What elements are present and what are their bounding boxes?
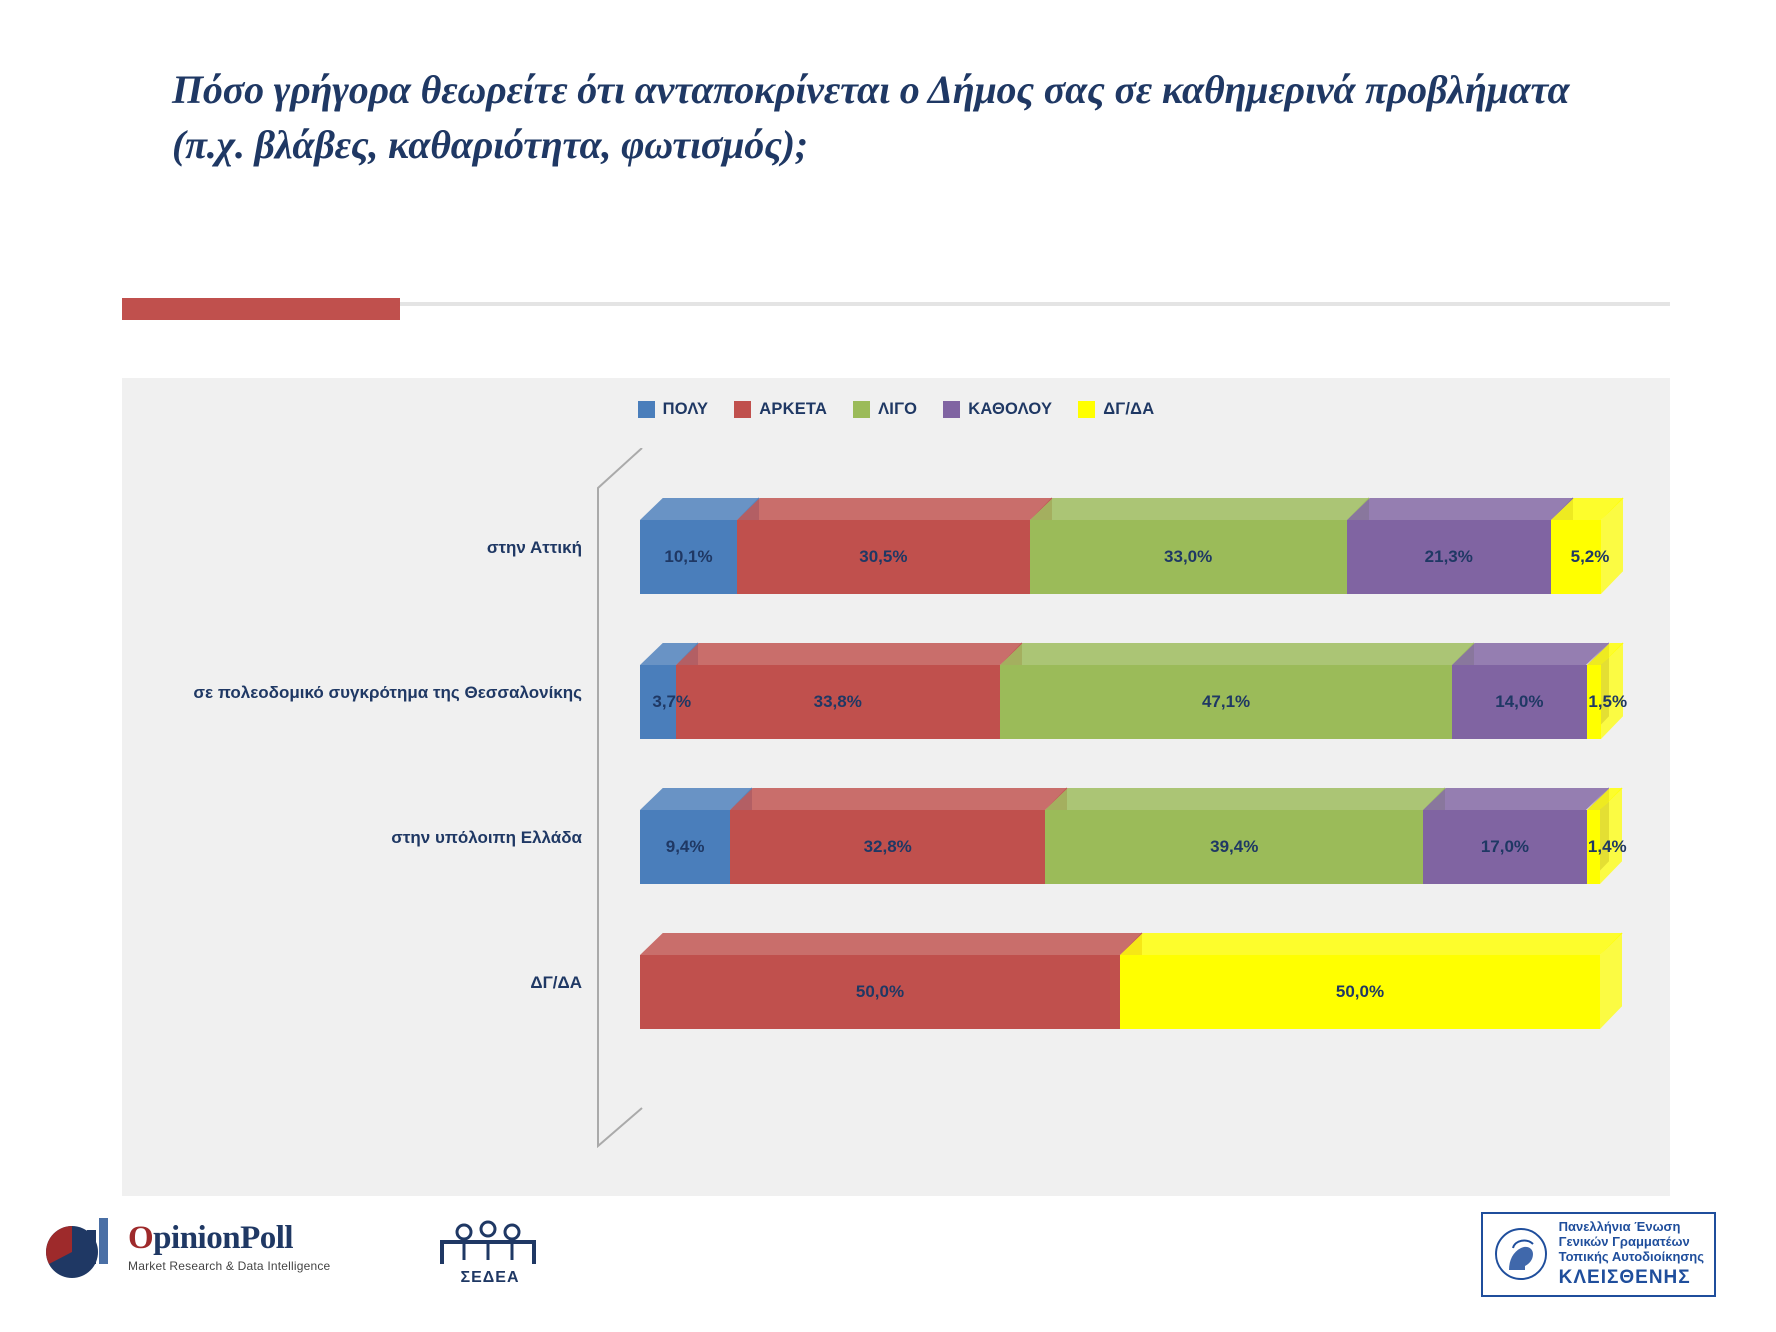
opinionpoll-logo [40, 1210, 330, 1282]
legend-label-arketa: ΑΡΚΕΤΑ [759, 400, 828, 418]
bar-segment-top [1452, 643, 1609, 665]
bar-track [640, 498, 1610, 598]
opinionpoll-name-rest: pinionPoll [153, 1219, 294, 1256]
bar-segment[interactable] [640, 665, 676, 739]
category-label: στην Αττική [486, 537, 582, 557]
kleisthenis-name: ΚΛΕΙΣΘΕΝΗΣ [1558, 1266, 1691, 1288]
bar-segment[interactable] [1587, 665, 1601, 739]
chart-legend [122, 400, 1670, 419]
bar-segment[interactable] [1120, 955, 1600, 1029]
bar-value-label: 1,5% [1588, 692, 1628, 711]
bar-segment[interactable] [640, 955, 1120, 1029]
legend-item-arketa[interactable] [734, 400, 827, 419]
bar-track [640, 933, 1600, 1033]
chart-row [122, 643, 1670, 743]
chart-panel [122, 378, 1670, 1196]
divider-accent [122, 298, 400, 320]
kleisthenis-line-1: Πανελλήνια Ένωση [1558, 1219, 1681, 1234]
opinionpoll-tagline: Market Research & Data Intelligence [128, 1258, 331, 1273]
bar-segment-top [1120, 933, 1623, 955]
kleisthenis-text [1559, 1220, 1704, 1289]
category-label: ΔΓ/ΔΑ [530, 972, 582, 992]
kleisthenis-head-icon [1493, 1226, 1549, 1282]
bar-segment[interactable] [1030, 520, 1347, 594]
bar-segment-top [737, 498, 1053, 520]
legend-item-poly[interactable] [638, 400, 709, 419]
sedea-label: ΣΕΔΕΑ [460, 1269, 520, 1286]
bar-segment-top [1347, 498, 1574, 520]
kleisthenis-logo [1481, 1212, 1716, 1297]
opinionpoll-wordmark [128, 1220, 330, 1257]
bar-segment-top [676, 643, 1023, 665]
chart-row [122, 788, 1670, 888]
legend-swatch-katholou [943, 401, 960, 418]
bar-value-label: 10,1% [664, 547, 713, 566]
bar-segment-top [1000, 643, 1475, 665]
kleisthenis-line-2: Γενικών Γραμματέων [1558, 1233, 1690, 1249]
bar-value-label: 50,0% [855, 982, 905, 1001]
legend-swatch-ligo [853, 401, 870, 418]
legend-swatch-poly [638, 401, 655, 418]
bar-value-label: 39,4% [1210, 837, 1259, 856]
bar-segment[interactable] [730, 810, 1045, 884]
bar-segment[interactable] [1000, 665, 1452, 739]
bar-segment[interactable] [1045, 810, 1423, 884]
category-label: στην υπόλοιπη Ελλάδα [391, 827, 582, 847]
opinionpoll-name-first: O [128, 1219, 154, 1256]
legend-swatch-dgda [1078, 401, 1095, 418]
bar-segment-top [1045, 788, 1446, 810]
bar-value-label: 5,2% [1570, 547, 1610, 566]
opinionpoll-mark-icon [40, 1210, 118, 1282]
page-title: Πόσο γρήγορα θεωρείτε ότι ανταποκρίνεται ο Δήμος σας σε καθημερινά προβλήματα (π.χ. βλάβες, καθαριότητα, φωτισμός); [172, 67, 1570, 168]
chart-row [122, 933, 1670, 1033]
legend-label-ligo: ΛΙΓΟ [878, 400, 918, 418]
legend-label-katholou: ΚΑΘΟΛΟΥ [968, 400, 1053, 418]
bar-track [640, 643, 1628, 743]
bar-segment[interactable] [1423, 810, 1586, 884]
bar-segment[interactable] [1587, 810, 1600, 884]
bar-value-label: 50,0% [1335, 982, 1385, 1001]
legend-swatch-arketa [734, 401, 751, 418]
bar-value-label: 9,4% [665, 837, 705, 856]
footer [0, 1200, 1776, 1332]
legend-item-dgda[interactable] [1078, 400, 1154, 419]
legend-item-ligo[interactable] [853, 400, 917, 419]
bar-value-label: 3,7% [652, 692, 692, 711]
sedea-logo [430, 1220, 550, 1287]
bar-segment[interactable] [1347, 520, 1551, 594]
sedea-mark-icon [430, 1220, 550, 1268]
plot-area [122, 438, 1670, 1196]
bar-segment-top [640, 933, 1143, 955]
bar-segment[interactable] [640, 810, 730, 884]
bar-value-label: 32,8% [863, 837, 912, 856]
bar-value-label: 17,0% [1480, 837, 1530, 856]
bar-segment[interactable] [640, 520, 737, 594]
bar-segment-top [1423, 788, 1609, 810]
chart-row [122, 498, 1670, 598]
legend-label-dgda: ΔΓ/ΔΑ [1103, 400, 1155, 418]
legend-item-katholou[interactable] [943, 400, 1052, 419]
bar-value-label: 47,1% [1201, 692, 1251, 711]
bar-value-label: 33,0% [1164, 547, 1213, 566]
legend-label-poly: ΠΟΛΥ [662, 400, 709, 418]
bar-value-label: 1,4% [1587, 837, 1627, 856]
category-label: σε πολεοδομικό συγκρότημα της Θεσσαλονίκης [193, 682, 582, 702]
bar-value-label: 14,0% [1495, 692, 1544, 711]
bar-segment-top [730, 788, 1068, 810]
bar-value-label: 33,8% [813, 692, 862, 711]
bar-segment[interactable] [737, 520, 1030, 594]
bar-rows [122, 438, 1670, 1196]
bar-segment[interactable] [1452, 665, 1586, 739]
bar-value-label: 30,5% [859, 547, 908, 566]
kleisthenis-line-3: Τοπικής Αυτοδιοίκησης [1558, 1248, 1704, 1264]
bar-track [640, 788, 1627, 888]
bar-value-label: 21,3% [1424, 547, 1473, 566]
bar-segment[interactable] [1551, 520, 1601, 594]
bar-segment[interactable] [676, 665, 1000, 739]
bar-segment-top [1030, 498, 1370, 520]
